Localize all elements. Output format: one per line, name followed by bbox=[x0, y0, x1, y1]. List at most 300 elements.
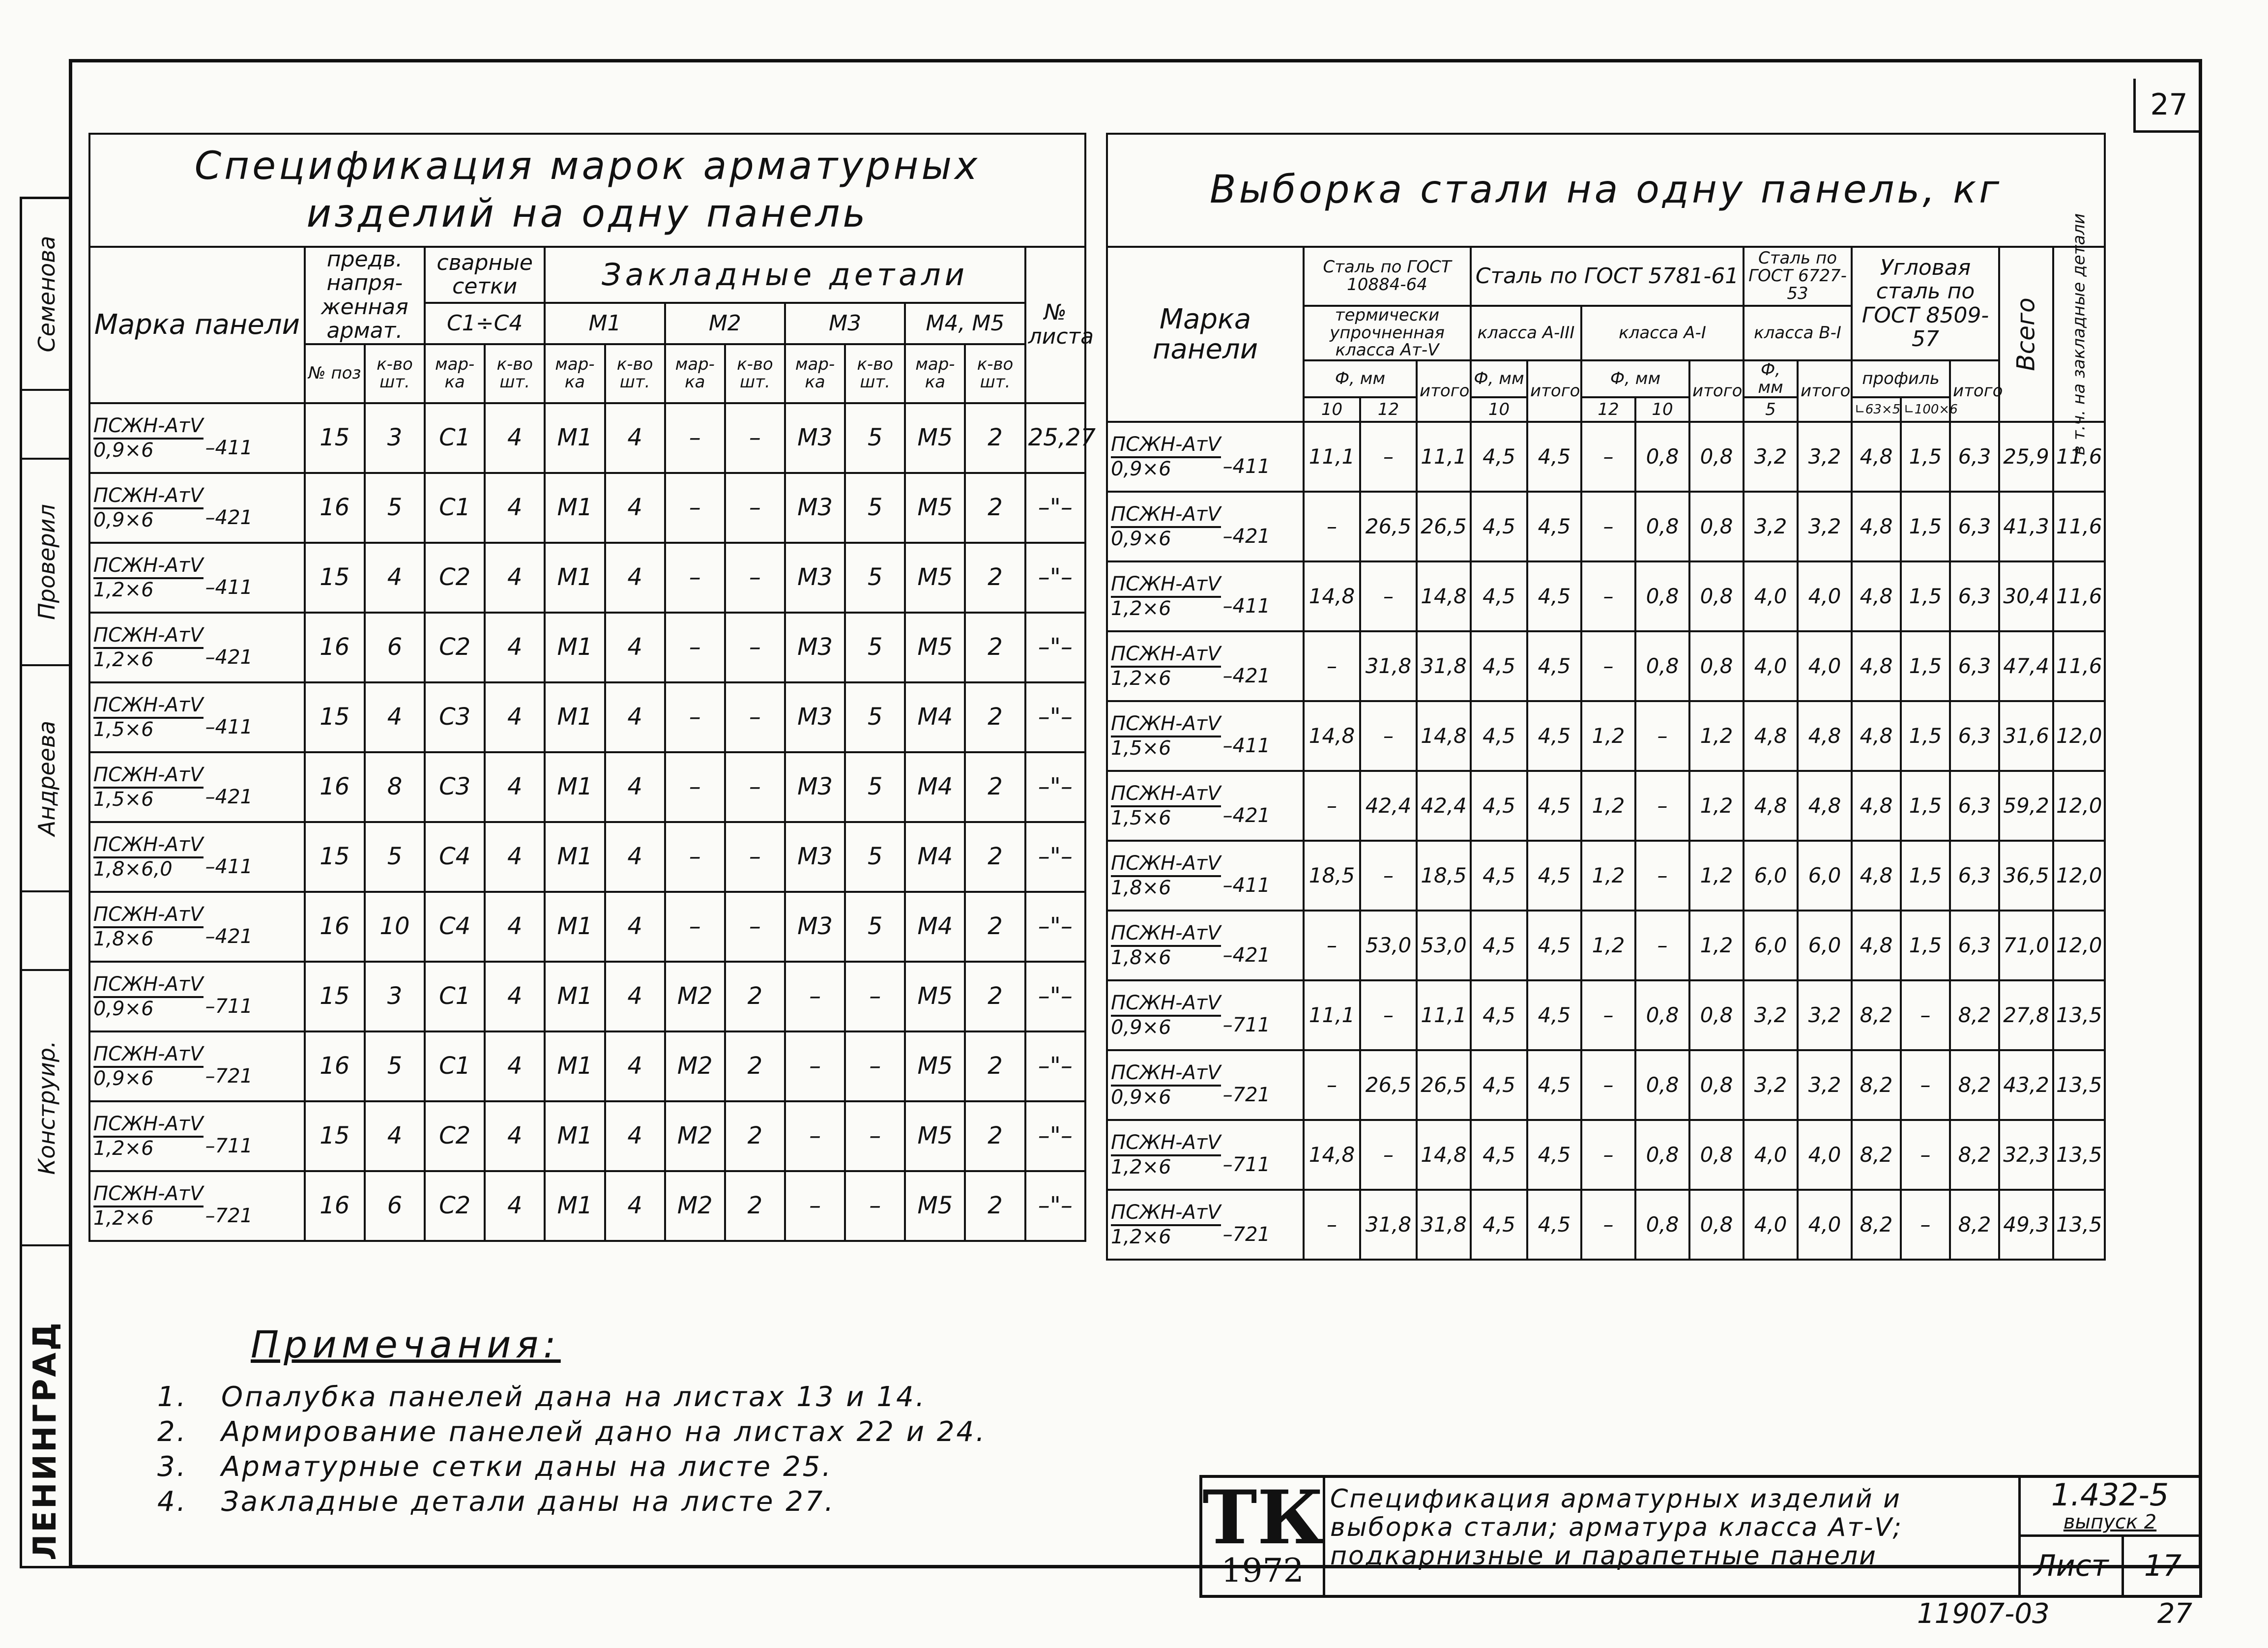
cell-b10: 4,5 bbox=[1471, 561, 1527, 631]
cell-p2: 1,5 bbox=[1901, 422, 1950, 492]
panel-suffix: –411 bbox=[205, 855, 253, 878]
header-sheet-no: № листа bbox=[1025, 247, 1085, 403]
cell-b-sum: 4,5 bbox=[1527, 771, 1581, 841]
cell-d5: 4,8 bbox=[1744, 771, 1798, 841]
cell-a12: 26,5 bbox=[1360, 492, 1417, 561]
panel-size: 1,5×6 bbox=[1111, 737, 1171, 760]
cell-total: 31,6 bbox=[1999, 701, 2053, 771]
cell-total: 30,4 bbox=[1999, 561, 2053, 631]
cell-m2-qty: – bbox=[725, 473, 785, 543]
header-d12: 12 bbox=[1581, 397, 1635, 422]
header-d10: 10 bbox=[1304, 397, 1360, 422]
cell-a12: 42,4 bbox=[1360, 771, 1417, 841]
cell-m1-qty: 4 bbox=[605, 1101, 665, 1171]
header-welded-meshes: сварные сетки bbox=[425, 247, 545, 303]
cell-m2-qty: – bbox=[725, 543, 785, 613]
cell-m1-qty: 4 bbox=[605, 613, 665, 682]
cell-pos: 15 bbox=[305, 822, 365, 892]
panel-size: 1,5×6 bbox=[93, 718, 154, 741]
cell-m2: М2 bbox=[665, 1031, 725, 1101]
cell-b10: 4,5 bbox=[1471, 771, 1527, 841]
cell-pos-qty: 10 bbox=[365, 892, 425, 962]
cell-b-sum: 4,5 bbox=[1527, 1190, 1581, 1260]
cell-mesh: С3 bbox=[425, 682, 485, 752]
panel-suffix-value: 411 bbox=[1232, 455, 1270, 478]
right-table-title: Выборка стали на одну панель, кг bbox=[1107, 134, 2105, 247]
cell-a10: – bbox=[1304, 771, 1360, 841]
cell-m2: М2 bbox=[665, 1101, 725, 1171]
table-row bbox=[89, 543, 1085, 613]
cell-pos-qty: 6 bbox=[365, 1171, 425, 1241]
cell-d-sum: 3,2 bbox=[1798, 492, 1852, 561]
cell-m2: – bbox=[665, 543, 725, 613]
panel-suffix: –711 bbox=[205, 1134, 253, 1157]
cell-m3: М3 bbox=[785, 752, 845, 822]
panel-suffix: –411 bbox=[1222, 455, 1270, 478]
table-row bbox=[1107, 492, 2105, 561]
cell-d-sum: 4,0 bbox=[1798, 561, 1852, 631]
cell-m2-qty: – bbox=[725, 822, 785, 892]
panel-suffix: –411 bbox=[1222, 595, 1270, 618]
cell-mesh-qty: 4 bbox=[485, 752, 545, 822]
cell-c12: 1,2 bbox=[1581, 841, 1635, 911]
note-text: Арматурные сетки даны на листе 25. bbox=[221, 1451, 833, 1483]
cell-pos: 16 bbox=[305, 1171, 365, 1241]
panel-suffix-value: 421 bbox=[215, 925, 253, 948]
cell-mesh: С1 bbox=[425, 473, 485, 543]
cell-m45: М5 bbox=[905, 543, 965, 613]
cell-sheet: –"– bbox=[1025, 543, 1085, 613]
table-row bbox=[1107, 1050, 2105, 1120]
cell-d-sum: 4,0 bbox=[1798, 631, 1852, 701]
cell-emb: 11,6 bbox=[2053, 631, 2105, 701]
cell-p2: – bbox=[1901, 1120, 1950, 1190]
note-text: Армирование панелей дано на листах 22 и 24. bbox=[221, 1416, 987, 1448]
left-title-line2: изделий на одну панель bbox=[306, 192, 869, 236]
cell-c12: 1,2 bbox=[1581, 771, 1635, 841]
cell-c12: – bbox=[1581, 631, 1635, 701]
cell-d-sum: 4,0 bbox=[1798, 1190, 1852, 1260]
cell-m45-qty: 2 bbox=[965, 822, 1025, 892]
cell-c12: – bbox=[1581, 1120, 1635, 1190]
cell-b10: 4,5 bbox=[1471, 841, 1527, 911]
header-qty: к-во шт. bbox=[845, 344, 905, 403]
panel-suffix-value: 411 bbox=[1232, 595, 1270, 618]
cell-b-sum: 4,5 bbox=[1527, 1050, 1581, 1120]
header-d12: 12 bbox=[1360, 397, 1417, 422]
cell-a10: 18,5 bbox=[1304, 841, 1360, 911]
header-m3: М3 bbox=[785, 303, 905, 344]
cell-d-sum: 3,2 bbox=[1798, 980, 1852, 1050]
cell-c-sum: 0,8 bbox=[1689, 561, 1744, 631]
panel-mark-cell bbox=[1107, 911, 1304, 980]
cell-mesh: С2 bbox=[425, 543, 485, 613]
cell-d5: 4,0 bbox=[1744, 631, 1798, 701]
panel-mark-cell bbox=[89, 752, 305, 822]
cell-a12: – bbox=[1360, 701, 1417, 771]
header-gost10884: Сталь по ГОСТ 10884-64 bbox=[1304, 247, 1471, 306]
table-row bbox=[89, 822, 1085, 892]
cell-a-sum: 42,4 bbox=[1417, 771, 1471, 841]
panel-mark: ПСЖН-АтV bbox=[93, 904, 204, 928]
cell-m45-qty: 2 bbox=[965, 1101, 1025, 1171]
cell-b-sum: 4,5 bbox=[1527, 701, 1581, 771]
side-cell-signature bbox=[22, 391, 71, 460]
cell-a-sum: 14,8 bbox=[1417, 1120, 1471, 1190]
cell-a-sum: 14,8 bbox=[1417, 701, 1471, 771]
header-itogo: итого bbox=[1950, 360, 1999, 422]
cell-c-sum: 0,8 bbox=[1689, 1050, 1744, 1120]
cell-p-sum: 6,3 bbox=[1950, 422, 1999, 492]
panel-mark: ПСЖН-АтV bbox=[93, 834, 204, 858]
panel-suffix-value: 711 bbox=[1232, 1153, 1270, 1177]
side-cell-checked bbox=[22, 460, 71, 666]
panel-size: 1,5×6 bbox=[1111, 807, 1171, 830]
cell-p1: 4,8 bbox=[1852, 422, 1901, 492]
cell-m45-qty: 2 bbox=[965, 1031, 1025, 1101]
table-row bbox=[89, 1101, 1085, 1171]
cell-m45-qty: 2 bbox=[965, 892, 1025, 962]
panel-mark: ПСЖН-АтV bbox=[1111, 922, 1221, 947]
note-number: 3. bbox=[157, 1451, 188, 1483]
panel-suffix-value: 411 bbox=[1232, 735, 1270, 758]
cell-b10: 4,5 bbox=[1471, 980, 1527, 1050]
panel-size: 1,2×6 bbox=[1111, 1156, 1171, 1179]
cell-p2: – bbox=[1901, 1050, 1950, 1120]
table-row bbox=[89, 752, 1085, 822]
panel-mark-cell bbox=[1107, 980, 1304, 1050]
header-embedded-parts: Закладные детали bbox=[545, 247, 1025, 303]
cell-pos-qty: 5 bbox=[365, 473, 425, 543]
cell-m45-qty: 2 bbox=[965, 543, 1025, 613]
cell-pos: 16 bbox=[305, 613, 365, 682]
cell-m2: – bbox=[665, 822, 725, 892]
cell-mesh: С4 bbox=[425, 892, 485, 962]
cell-m3-qty: 5 bbox=[845, 822, 905, 892]
order-number: 11907-03 bbox=[1917, 1598, 2050, 1630]
cell-m1: М1 bbox=[545, 1101, 605, 1171]
cell-pos-qty: 4 bbox=[365, 682, 425, 752]
cell-pos: 16 bbox=[305, 473, 365, 543]
sheet-value: 17 bbox=[2144, 1549, 2182, 1583]
cell-sheet: –"– bbox=[1025, 613, 1085, 682]
cell-c-sum: 0,8 bbox=[1689, 422, 1744, 492]
panel-mark: ПСЖН-АтV bbox=[1111, 1062, 1221, 1087]
panel-mark: ПСЖН-АтV bbox=[93, 1043, 204, 1068]
cell-a12: – bbox=[1360, 561, 1417, 631]
cell-c10: 0,8 bbox=[1635, 980, 1689, 1050]
cell-sheet: –"– bbox=[1025, 752, 1085, 822]
panel-suffix: –721 bbox=[1222, 1084, 1270, 1107]
cell-c10: – bbox=[1635, 701, 1689, 771]
cell-mesh: С2 bbox=[425, 1171, 485, 1241]
header-m2: М2 bbox=[665, 303, 785, 344]
panel-suffix: –411 bbox=[1222, 874, 1270, 897]
cell-m2-qty: – bbox=[725, 403, 785, 473]
cell-m1-qty: 4 bbox=[605, 752, 665, 822]
table-row bbox=[89, 1031, 1085, 1101]
cell-m1: М1 bbox=[545, 1171, 605, 1241]
panel-suffix-value: 411 bbox=[215, 436, 253, 459]
cell-b10: 4,5 bbox=[1471, 701, 1527, 771]
panel-size: 1,2×6 bbox=[93, 648, 154, 671]
cell-p2: – bbox=[1901, 1190, 1950, 1260]
panel-suffix: –411 bbox=[205, 715, 253, 738]
cell-d5: 3,2 bbox=[1744, 1050, 1798, 1120]
table-row bbox=[89, 613, 1085, 682]
cell-mesh-qty: 4 bbox=[485, 613, 545, 682]
cell-pos: 15 bbox=[305, 543, 365, 613]
cell-mesh-qty: 4 bbox=[485, 822, 545, 892]
cell-pos-qty: 3 bbox=[365, 962, 425, 1031]
cell-c10: – bbox=[1635, 911, 1689, 980]
panel-size: 0,9×6 bbox=[93, 439, 154, 462]
table-row bbox=[89, 892, 1085, 962]
header-gost5781: Сталь по ГОСТ 5781-61 bbox=[1471, 247, 1744, 306]
cell-p2: 1,5 bbox=[1901, 701, 1950, 771]
cell-m3-qty: 5 bbox=[845, 892, 905, 962]
cell-c-sum: 0,8 bbox=[1689, 631, 1744, 701]
panel-suffix-value: 721 bbox=[1232, 1223, 1270, 1246]
panel-size: 0,9×6 bbox=[93, 508, 154, 531]
cell-m45-qty: 2 bbox=[965, 962, 1025, 1031]
panel-suffix: –421 bbox=[205, 925, 253, 948]
note-item bbox=[157, 1486, 987, 1518]
cell-d5: 6,0 bbox=[1744, 841, 1798, 911]
cell-m1: М1 bbox=[545, 403, 605, 473]
cell-m3: – bbox=[785, 1101, 845, 1171]
side-cell-andreeva bbox=[22, 666, 71, 892]
cell-p1: 4,8 bbox=[1852, 492, 1901, 561]
series-issue: выпуск 2 bbox=[2063, 1511, 2157, 1533]
panel-size: 1,8×6 bbox=[1111, 877, 1171, 900]
cell-emb: 13,5 bbox=[2053, 1190, 2105, 1260]
sheet-number: 27 bbox=[2133, 79, 2202, 133]
cell-p-sum: 6,3 bbox=[1950, 701, 1999, 771]
cell-p2: 1,5 bbox=[1901, 492, 1950, 561]
cell-p-sum: 6,3 bbox=[1950, 492, 1999, 561]
table-row bbox=[89, 1171, 1085, 1241]
panel-size: 1,2×6 bbox=[93, 1207, 154, 1230]
cell-m45: М4 bbox=[905, 682, 965, 752]
panel-size: 0,9×6 bbox=[1111, 1086, 1171, 1109]
cell-mesh-qty: 4 bbox=[485, 403, 545, 473]
cell-p1: 8,2 bbox=[1852, 1050, 1901, 1120]
cell-p1: 8,2 bbox=[1852, 1120, 1901, 1190]
header-profile: профиль bbox=[1852, 360, 1950, 397]
cell-m3: – bbox=[785, 1031, 845, 1101]
cell-pos: 16 bbox=[305, 1031, 365, 1101]
cell-a10: – bbox=[1304, 631, 1360, 701]
panel-mark-cell bbox=[1107, 1120, 1304, 1190]
header-d10: 10 bbox=[1471, 397, 1527, 422]
note-item bbox=[157, 1416, 987, 1448]
cell-pos-qty: 8 bbox=[365, 752, 425, 822]
table-row bbox=[89, 403, 1085, 473]
cell-m3-qty: – bbox=[845, 1101, 905, 1171]
cell-d-sum: 4,8 bbox=[1798, 771, 1852, 841]
cell-c10: 0,8 bbox=[1635, 492, 1689, 561]
panel-mark-cell bbox=[89, 403, 305, 473]
header-dia: Ф, мм bbox=[1471, 360, 1527, 397]
panel-suffix-value: 711 bbox=[215, 1134, 253, 1157]
table-row bbox=[1107, 911, 2105, 980]
header-dia: Ф, мм bbox=[1744, 360, 1798, 397]
panel-suffix-value: 411 bbox=[215, 715, 253, 738]
panel-mark: ПСЖН-АтV bbox=[1111, 783, 1221, 807]
cell-pos-qty: 4 bbox=[365, 1101, 425, 1171]
cell-total: 25,9 bbox=[1999, 422, 2053, 492]
cell-d-sum: 3,2 bbox=[1798, 422, 1852, 492]
cell-a-sum: 11,1 bbox=[1417, 980, 1471, 1050]
panel-size: 1,8×6 bbox=[1111, 946, 1171, 970]
cell-mesh-qty: 4 bbox=[485, 543, 545, 613]
left-title-line1: Спецификация марок арматурных bbox=[194, 144, 981, 188]
panel-suffix: –421 bbox=[1222, 804, 1270, 827]
cell-a-sum: 14,8 bbox=[1417, 561, 1471, 631]
cell-m2-qty: 2 bbox=[725, 1031, 785, 1101]
cell-m3-qty: – bbox=[845, 962, 905, 1031]
cell-m3-qty: 5 bbox=[845, 473, 905, 543]
cell-p1: 4,8 bbox=[1852, 771, 1901, 841]
cell-c12: – bbox=[1581, 422, 1635, 492]
table-row bbox=[1107, 1190, 2105, 1260]
panel-suffix-value: 421 bbox=[215, 646, 253, 669]
cell-m2: – bbox=[665, 473, 725, 543]
panel-suffix: –421 bbox=[205, 506, 253, 529]
cell-mesh: С2 bbox=[425, 1101, 485, 1171]
cell-m45: М5 bbox=[905, 1031, 965, 1101]
cell-c12: 1,2 bbox=[1581, 701, 1635, 771]
panel-mark-cell bbox=[1107, 771, 1304, 841]
cell-p2: 1,5 bbox=[1901, 631, 1950, 701]
cell-c-sum: 1,2 bbox=[1689, 701, 1744, 771]
cell-p-sum: 6,3 bbox=[1950, 631, 1999, 701]
tk-logo-letters: ТК bbox=[1202, 1474, 1325, 1561]
cell-total: 41,3 bbox=[1999, 492, 2053, 561]
cell-a10: 14,8 bbox=[1304, 1120, 1360, 1190]
cell-p-sum: 6,3 bbox=[1950, 561, 1999, 631]
panel-mark: ПСЖН-АтV bbox=[93, 1113, 204, 1138]
cell-m2: – bbox=[665, 403, 725, 473]
cell-c12: – bbox=[1581, 980, 1635, 1050]
panel-size: 0,9×6 bbox=[93, 997, 154, 1020]
cell-emb: 13,5 bbox=[2053, 980, 2105, 1050]
cell-a12: 31,8 bbox=[1360, 1190, 1417, 1260]
cell-m45-qty: 2 bbox=[965, 613, 1025, 682]
cell-m1: М1 bbox=[545, 892, 605, 962]
panel-mark-cell bbox=[1107, 492, 1304, 561]
note-text: Закладные детали даны на листе 27. bbox=[221, 1486, 836, 1518]
panel-mark: ПСЖН-АтV bbox=[93, 764, 204, 789]
cell-b-sum: 4,5 bbox=[1527, 631, 1581, 701]
cell-mesh-qty: 4 bbox=[485, 1031, 545, 1101]
panel-suffix-value: 721 bbox=[215, 1204, 253, 1227]
header-pos-no: № поз bbox=[305, 344, 365, 403]
cell-b-sum: 4,5 bbox=[1527, 422, 1581, 492]
cell-pos: 16 bbox=[305, 892, 365, 962]
panel-suffix-value: 421 bbox=[1232, 804, 1270, 827]
cell-m1-qty: 4 bbox=[605, 892, 665, 962]
panel-mark: ПСЖН-АтV bbox=[93, 415, 204, 440]
panel-size: 0,9×6 bbox=[1111, 458, 1171, 481]
cell-a-sum: 18,5 bbox=[1417, 841, 1471, 911]
header-brand: мар-ка bbox=[665, 344, 725, 403]
cell-mesh-qty: 4 bbox=[485, 682, 545, 752]
panel-mark-cell bbox=[1107, 841, 1304, 911]
cell-m1-qty: 4 bbox=[605, 962, 665, 1031]
table-row bbox=[1107, 631, 2105, 701]
panel-suffix-value: 711 bbox=[1232, 1014, 1270, 1037]
panel-mark: ПСЖН-АтV bbox=[93, 694, 204, 719]
cell-b-sum: 4,5 bbox=[1527, 980, 1581, 1050]
panel-mark: ПСЖН-АтV bbox=[93, 1183, 204, 1207]
cell-pos-qty: 3 bbox=[365, 403, 425, 473]
panel-suffix-value: 421 bbox=[1232, 944, 1270, 967]
cell-emb: 12,0 bbox=[2053, 771, 2105, 841]
cell-mesh-qty: 4 bbox=[485, 1171, 545, 1241]
panel-size: 0,9×6 bbox=[93, 1067, 154, 1090]
table-row bbox=[89, 473, 1085, 543]
cell-m3: М3 bbox=[785, 682, 845, 752]
side-cell-signature-2 bbox=[22, 892, 71, 971]
cell-m45: М4 bbox=[905, 892, 965, 962]
panel-suffix: –711 bbox=[1222, 1153, 1270, 1177]
cell-m3-qty: 5 bbox=[845, 613, 905, 682]
cell-m3-qty: 5 bbox=[845, 543, 905, 613]
cell-m3-qty: – bbox=[845, 1171, 905, 1241]
header-itogo: итого bbox=[1798, 360, 1852, 422]
cell-c-sum: 0,8 bbox=[1689, 980, 1744, 1050]
panel-mark-cell bbox=[89, 822, 305, 892]
cell-d-sum: 3,2 bbox=[1798, 1050, 1852, 1120]
panel-suffix: –421 bbox=[205, 785, 253, 808]
note-text: Опалубка панелей дана на листах 13 и 14. bbox=[221, 1381, 927, 1413]
cell-a10: – bbox=[1304, 1050, 1360, 1120]
cell-m1: М1 bbox=[545, 473, 605, 543]
panel-suffix: –421 bbox=[1222, 525, 1270, 548]
cell-a-sum: 31,8 bbox=[1417, 1190, 1471, 1260]
notes bbox=[157, 1323, 987, 1521]
cell-p1: 4,8 bbox=[1852, 631, 1901, 701]
cell-c12: – bbox=[1581, 492, 1635, 561]
cell-m3-qty: 5 bbox=[845, 403, 905, 473]
cell-m1: М1 bbox=[545, 613, 605, 682]
panel-mark-cell bbox=[1107, 422, 1304, 492]
cell-m1-qty: 4 bbox=[605, 403, 665, 473]
cell-total: 47,4 bbox=[1999, 631, 2053, 701]
panel-mark-cell bbox=[89, 473, 305, 543]
cell-m45: М5 bbox=[905, 613, 965, 682]
cell-total: 71,0 bbox=[1999, 911, 2053, 980]
cell-m45-qty: 2 bbox=[965, 403, 1025, 473]
cell-p-sum: 6,3 bbox=[1950, 771, 1999, 841]
cell-c-sum: 1,2 bbox=[1689, 911, 1744, 980]
cell-c10: 0,8 bbox=[1635, 422, 1689, 492]
header-mark: Марка панели bbox=[1107, 247, 1304, 422]
side-cell-constructed bbox=[22, 971, 71, 1246]
cell-pos: 15 bbox=[305, 1101, 365, 1171]
series-code-box bbox=[2018, 1478, 2199, 1537]
cell-m1: М1 bbox=[545, 682, 605, 752]
cell-a10: 11,1 bbox=[1304, 422, 1360, 492]
cell-d5: 4,0 bbox=[1744, 1190, 1798, 1260]
cell-c12: – bbox=[1581, 1190, 1635, 1260]
cell-d5: 3,2 bbox=[1744, 422, 1798, 492]
panel-suffix-value: 411 bbox=[1232, 874, 1270, 897]
cell-p-sum: 8,2 bbox=[1950, 1050, 1999, 1120]
panel-mark-cell bbox=[89, 1031, 305, 1101]
